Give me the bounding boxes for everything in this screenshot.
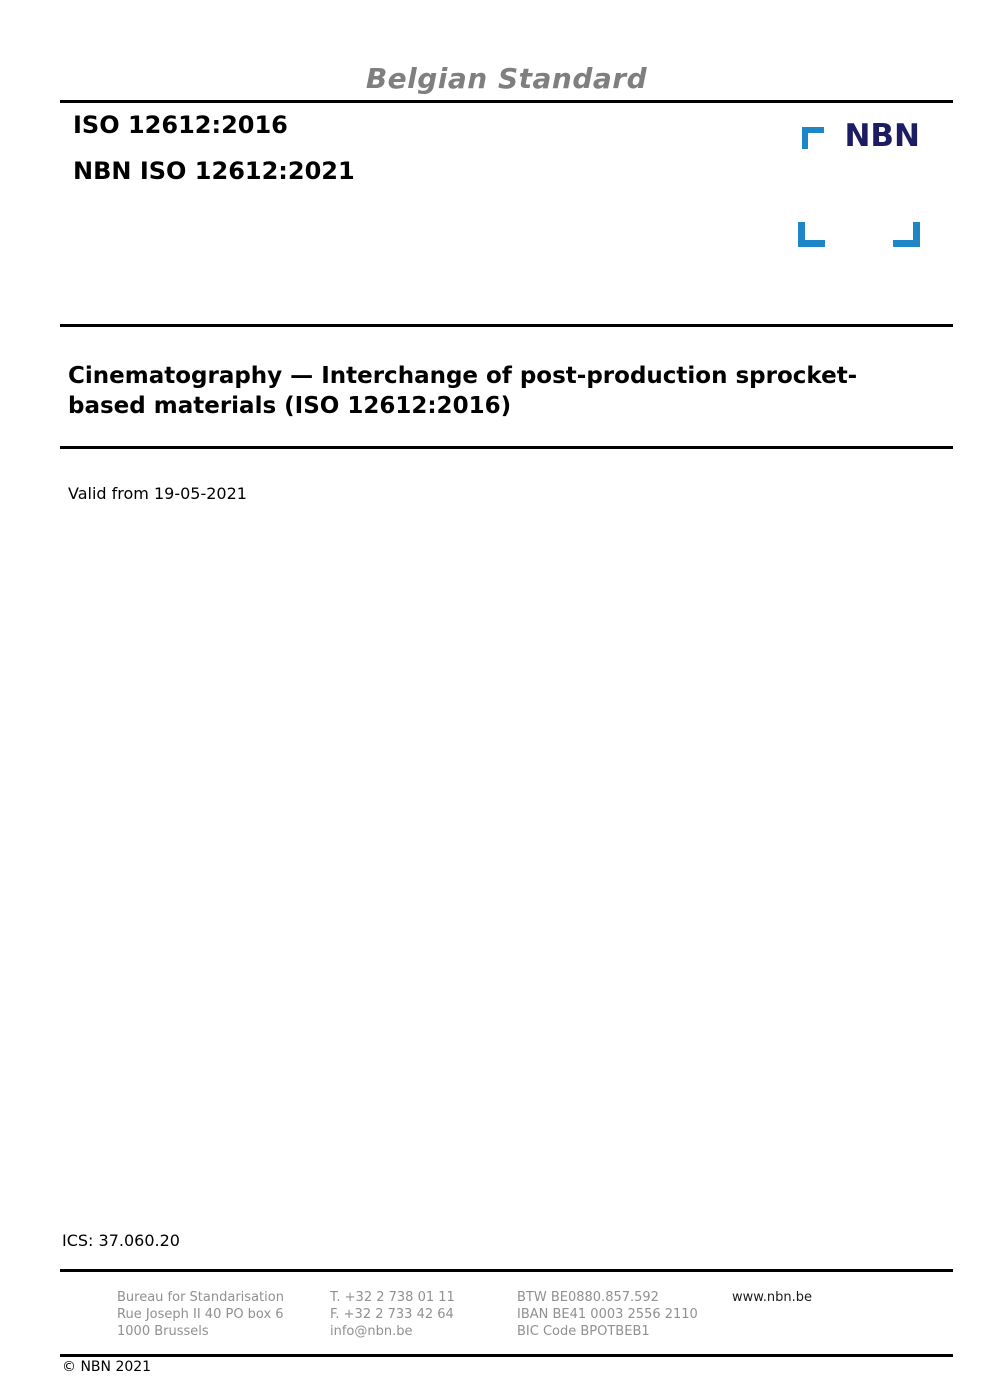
copyright-rule [60, 1354, 953, 1357]
logo-corner-top-left-icon [802, 127, 824, 149]
footer-fax: F. +32 2 733 42 64 [330, 1307, 454, 1322]
document-title [68, 361, 857, 421]
footer-website: www.nbn.be [732, 1290, 812, 1305]
logo-corner-bottom-left-icon [798, 222, 825, 247]
nbn-logo-text: NBN [844, 118, 920, 154]
footer-address-street: Rue Joseph II 40 PO box 6 [117, 1307, 284, 1322]
footer-finance [517, 1289, 698, 1340]
title-bottom-rule [60, 446, 953, 449]
logo-corner-bottom-right-icon [893, 222, 920, 247]
footer-iban: IBAN BE41 0003 2556 2110 [517, 1307, 698, 1322]
footer-top-rule [60, 1269, 953, 1272]
document-title-line1: Cinematography — Interchange of post-production sprocket- [68, 363, 858, 389]
nbn-logo [797, 118, 920, 247]
footer-bic: BIC Code BPOTBEB1 [517, 1324, 650, 1339]
header-rule [60, 100, 953, 103]
footer-address [117, 1289, 284, 1340]
iso-reference: ISO 12612:2016 [73, 111, 288, 139]
footer-address-org: Bureau for Standarisation [117, 1290, 284, 1305]
standard-type-label: Belgian Standard [365, 62, 648, 95]
footer-email: info@nbn.be [330, 1324, 413, 1339]
footer-phone: T. +32 2 738 01 11 [330, 1290, 455, 1305]
document-title-line2: based materials (ISO 12612:2016) [68, 393, 512, 419]
footer-contact [330, 1289, 455, 1340]
ics-classification: ICS: 37.060.20 [62, 1231, 180, 1250]
copyright-notice: © NBN 2021 [62, 1359, 152, 1375]
footer-address-city: 1000 Brussels [117, 1324, 209, 1339]
nbn-reference: NBN ISO 12612:2021 [73, 157, 355, 185]
title-top-rule [60, 324, 953, 327]
valid-from-date: Valid from 19-05-2021 [68, 484, 247, 503]
footer-btw: BTW BE0880.857.592 [517, 1290, 659, 1305]
